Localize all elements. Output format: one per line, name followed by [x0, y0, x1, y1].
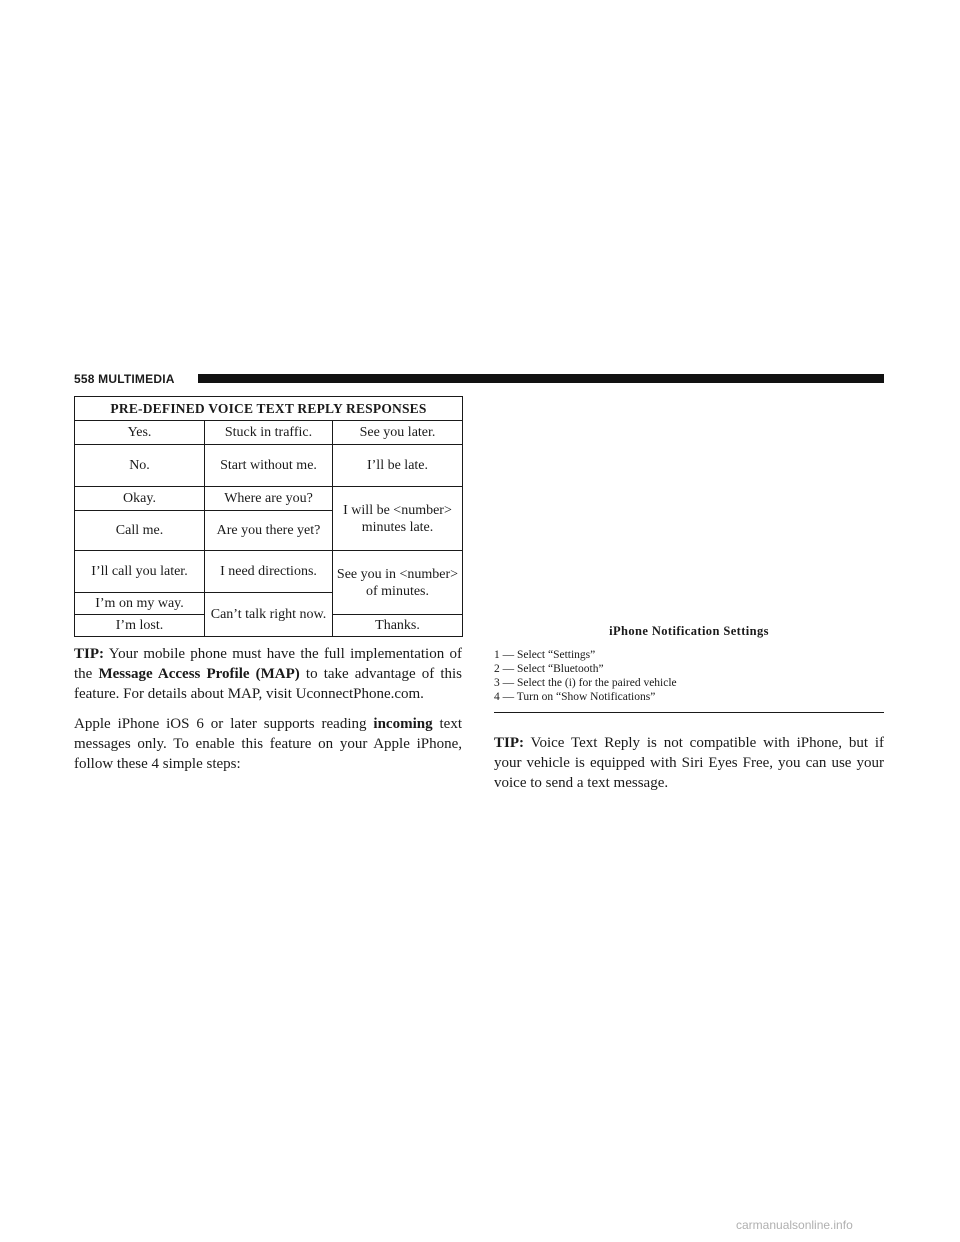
tip-label: TIP:	[74, 646, 104, 662]
tip-label: TIP:	[494, 735, 524, 751]
tip-siri-text: Voice Text Reply is not compatible with iPhone, but if your vehicle is equipped with Siri Eyes Free, you can use your voice to send a text message.	[494, 735, 884, 791]
table-cell: Can’t talk right now.	[205, 593, 333, 637]
watermark: carmanualsonline.info	[736, 1218, 853, 1232]
iphone-text-a: Apple iPhone iOS 6 or later supports reading	[74, 716, 374, 732]
tip-map-paragraph	[74, 644, 462, 704]
table-cell: I’m lost.	[75, 615, 205, 637]
table-cell: I’m on my way.	[75, 593, 205, 615]
iphone-text-b: text messages only. To enable this feature on your Apple iPhone, follow these 4 simple steps:	[74, 716, 462, 772]
table-cell: I will be <number> minutes late.	[333, 487, 463, 551]
legend-item: 3 — Select the (i) for the paired vehicle	[494, 677, 677, 689]
figure-caption: iPhone Notification Settings	[609, 624, 769, 638]
page-number: 558	[74, 372, 95, 386]
table-cell: I’ll call you later.	[75, 551, 205, 593]
tip-bold: Message Access Profile (MAP)	[98, 666, 300, 682]
table-cell: No.	[75, 445, 205, 487]
figure-legend	[494, 648, 884, 704]
table-cell: I need directions.	[205, 551, 333, 593]
table-cell: Okay.	[75, 487, 205, 511]
table-cell: I’ll be late.	[333, 445, 463, 487]
tip-siri-paragraph	[494, 733, 884, 793]
table-cell: Are you there yet?	[205, 511, 333, 551]
legend-item: 4 — Turn on “Show Notifications”	[494, 691, 656, 703]
table-cell: See you in <number> of minutes.	[333, 551, 463, 615]
section-title: MULTIMEDIA	[98, 372, 175, 386]
table-cell: Where are you?	[205, 487, 333, 511]
table-cell: Start without me.	[205, 445, 333, 487]
responses-table	[74, 396, 463, 637]
table-cell: Call me.	[75, 511, 205, 551]
tip-text-b: to take advantage of this feature. For details about MAP, visit UconnectPhone.com.	[74, 666, 463, 702]
iphone-bold: incoming	[373, 716, 433, 732]
header-bar	[198, 374, 884, 383]
legend-item: 1 — Select “Settings”	[494, 649, 596, 661]
page-header-text	[74, 372, 175, 386]
table-cell: Yes.	[75, 421, 205, 445]
iphone-paragraph	[74, 714, 462, 774]
tip-text-a: Your mobile phone must have the full implementation of the	[74, 646, 462, 682]
table-cell: See you later.	[333, 421, 463, 445]
legend-item: 2 — Select “Bluetooth”	[494, 663, 604, 675]
legend-divider	[494, 712, 884, 713]
page-header	[74, 372, 884, 386]
table-title: PRE-DEFINED VOICE TEXT REPLY RESPONSES	[75, 397, 463, 421]
table-cell: Thanks.	[333, 615, 463, 637]
table-cell: Stuck in traffic.	[205, 421, 333, 445]
